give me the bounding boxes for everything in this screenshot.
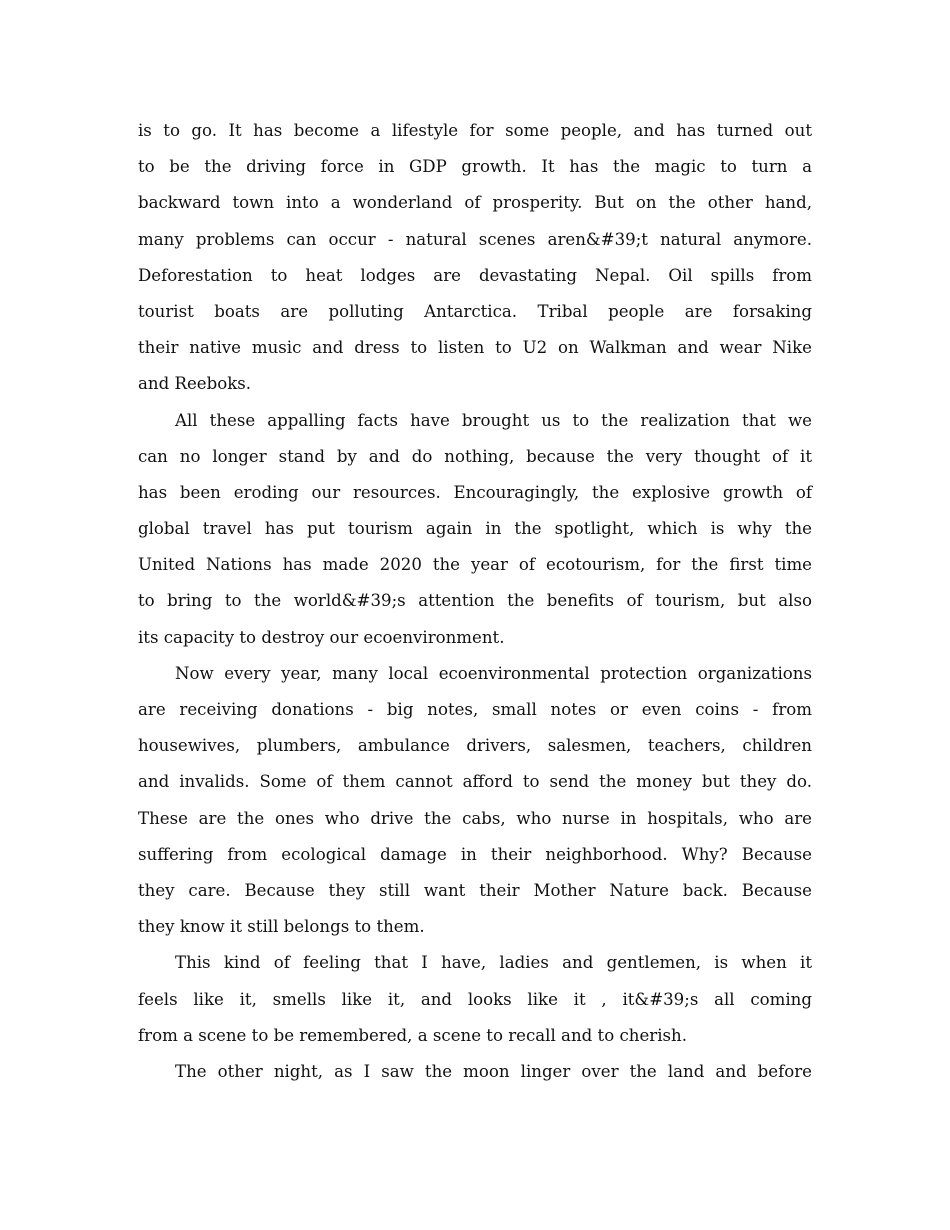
text-line: feels like it, smells like it, and looks like it , it&#39;s all coming [138, 989, 812, 1009]
text-line: and Reeboks. [138, 374, 252, 394]
text-line: to bring to the world&#39;s attention the benefits of tourism, but also [138, 591, 812, 611]
text-line: its capacity to destroy our ecoenvironment. [138, 627, 505, 647]
text-line: United Nations has made 2020 the year of ecotourism, for the first time [138, 555, 812, 575]
text-line: These are the ones who drive the cabs, who nurse in hospitals, who are [138, 808, 812, 828]
text-line: backward town into a wonderland of prosperity. But on the other hand, [138, 193, 812, 213]
text-line: All these appalling facts have brought us to the realization that we [175, 410, 812, 430]
document-body [138, 113, 812, 1090]
text-line: Now every year, many local ecoenvironmental protection organizations [175, 663, 812, 683]
text-line: and invalids. Some of them cannot afford to send the money but they do. [138, 772, 812, 792]
text-line: global travel has put tourism again in the spotlight, which is why the [138, 519, 812, 539]
text-line: This kind of feeling that I have, ladies and gentlemen, is when it [175, 953, 812, 973]
text-line: tourist boats are polluting Antarctica. Tribal people are forsaking [138, 301, 812, 321]
text-line: The other night, as I saw the moon linger over the land and before [175, 1061, 812, 1081]
paragraph-1 [138, 113, 812, 403]
text-line: their native music and dress to listen to U2 on Walkman and wear Nike [138, 338, 812, 358]
text-line: Deforestation to heat lodges are devastating Nepal. Oil spills from [138, 265, 812, 285]
text-line: are receiving donations - big notes, small notes or even coins - from [138, 700, 812, 719]
paragraph-2 [138, 403, 812, 656]
text-line: housewives, plumbers, ambulance drivers, salesmen, teachers, children [138, 736, 812, 756]
text-line: they care. Because they still want their Mother Nature back. Because [138, 880, 812, 900]
text-line: to be the driving force in GDP growth. It has the magic to turn a [138, 157, 812, 177]
paragraph-5 [138, 1054, 812, 1090]
text-line: has been eroding our resources. Encouragingly, the explosive growth of [138, 482, 812, 502]
text-line: many problems can occur - natural scenes aren&#39;t natural anymore. [138, 229, 812, 249]
paragraph-3 [138, 656, 812, 946]
paragraph-4 [138, 945, 812, 1054]
text-line: from a scene to be remembered, a scene to recall and to cherish. [138, 1025, 687, 1045]
text-line: is to go. It has become a lifestyle for some people, and has turned out [138, 121, 812, 140]
text-line: suffering from ecological damage in their neighborhood. Why? Because [138, 844, 812, 864]
text-line: they know it still belongs to them. [138, 917, 425, 937]
text-line: can no longer stand by and do nothing, because the very thought of it [138, 446, 812, 466]
